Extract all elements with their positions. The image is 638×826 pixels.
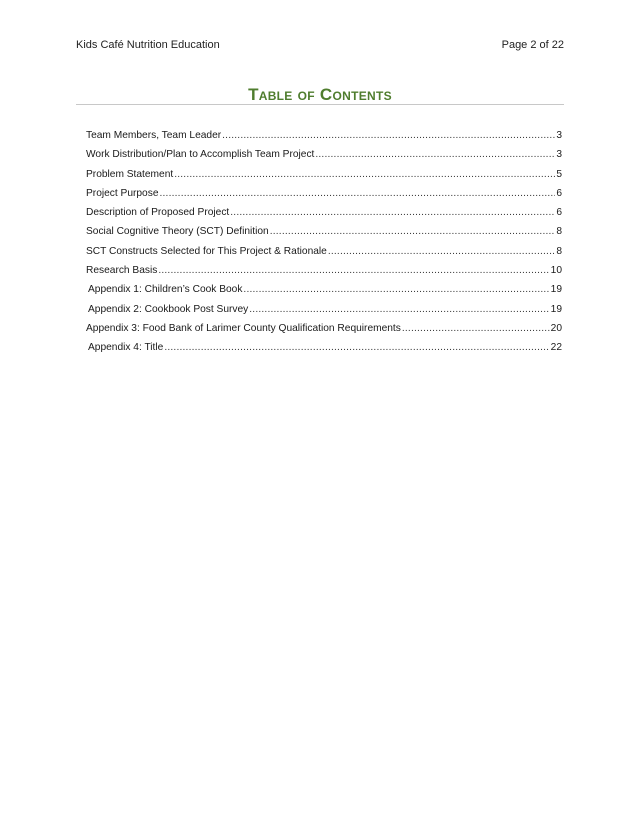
toc-entry-work-distribution[interactable] [86, 145, 562, 164]
toc-entry-label: Appendix 3: Food Bank of Larimer County Qualification Requirements [86, 322, 401, 334]
page-header [76, 38, 564, 54]
toc-entry-page: 10 [550, 265, 562, 277]
dot-leader [159, 184, 555, 203]
toc-entry-page: 6 [556, 187, 562, 199]
toc-entry-proposed-project[interactable] [86, 203, 562, 222]
toc-entry-appendix-1[interactable] [86, 280, 562, 299]
title-divider [76, 104, 564, 105]
dot-leader [249, 300, 549, 319]
dot-leader [174, 165, 555, 184]
toc-entry-problem-statement[interactable] [86, 165, 562, 184]
dot-leader [222, 126, 555, 145]
header-page-indicator: Page 2 of 22 [501, 39, 564, 51]
toc-entry-appendix-2[interactable] [86, 300, 562, 319]
dot-leader [230, 203, 555, 222]
toc-entry-label: Appendix 4: Title [88, 342, 164, 354]
toc-entry-label: Project Purpose [86, 187, 159, 199]
toc-entry-label: SCT Constructs Selected for This Project & Rationale [86, 245, 327, 257]
toc-entry-page: 19 [550, 303, 562, 315]
toc-entry-page: 5 [556, 168, 562, 180]
dot-leader [164, 338, 549, 357]
toc-entry-project-purpose[interactable] [86, 184, 562, 203]
toc-entry-research-basis[interactable] [86, 261, 562, 280]
toc-entry-label: Appendix 2: Cookbook Post Survey [88, 303, 249, 315]
toc-entry-page: 3 [556, 149, 562, 161]
toc-entry-label: Research Basis [86, 265, 158, 277]
dot-leader [243, 280, 549, 299]
header-document-title: Kids Café Nutrition Education [76, 39, 220, 51]
toc-title: Table of Contents [248, 85, 392, 104]
toc-entry-label: Team Members, Team Leader [86, 130, 222, 141]
dot-leader [328, 242, 555, 261]
toc-entry-label: Appendix 1: Children’s Cook Book [88, 284, 243, 296]
toc-entry-page: 8 [556, 226, 562, 238]
toc-entry-sct-definition[interactable] [86, 222, 562, 241]
toc-entry-appendix-4[interactable] [86, 338, 562, 357]
dot-leader [270, 222, 556, 241]
toc-entry-appendix-3[interactable] [86, 319, 562, 338]
toc-entry-label: Social Cognitive Theory (SCT) Definition [86, 226, 269, 238]
toc-list [86, 126, 562, 358]
toc-entry-page: 6 [556, 207, 562, 219]
toc-entry-team-members[interactable] [86, 126, 562, 145]
toc-entry-page: 22 [550, 342, 562, 354]
toc-entry-page: 3 [556, 130, 562, 141]
toc-entry-page: 8 [556, 245, 562, 257]
toc-entry-label: Work Distribution/Plan to Accomplish Team Project [86, 149, 315, 161]
toc-entry-label: Description of Proposed Project [86, 207, 230, 219]
toc-entry-page: 19 [550, 284, 562, 296]
dot-leader [158, 261, 549, 280]
dot-leader [402, 319, 550, 338]
toc-entry-page: 20 [550, 322, 562, 334]
toc-entry-label: Problem Statement [86, 168, 174, 180]
dot-leader [315, 145, 555, 164]
toc-entry-sct-constructs[interactable] [86, 242, 562, 261]
